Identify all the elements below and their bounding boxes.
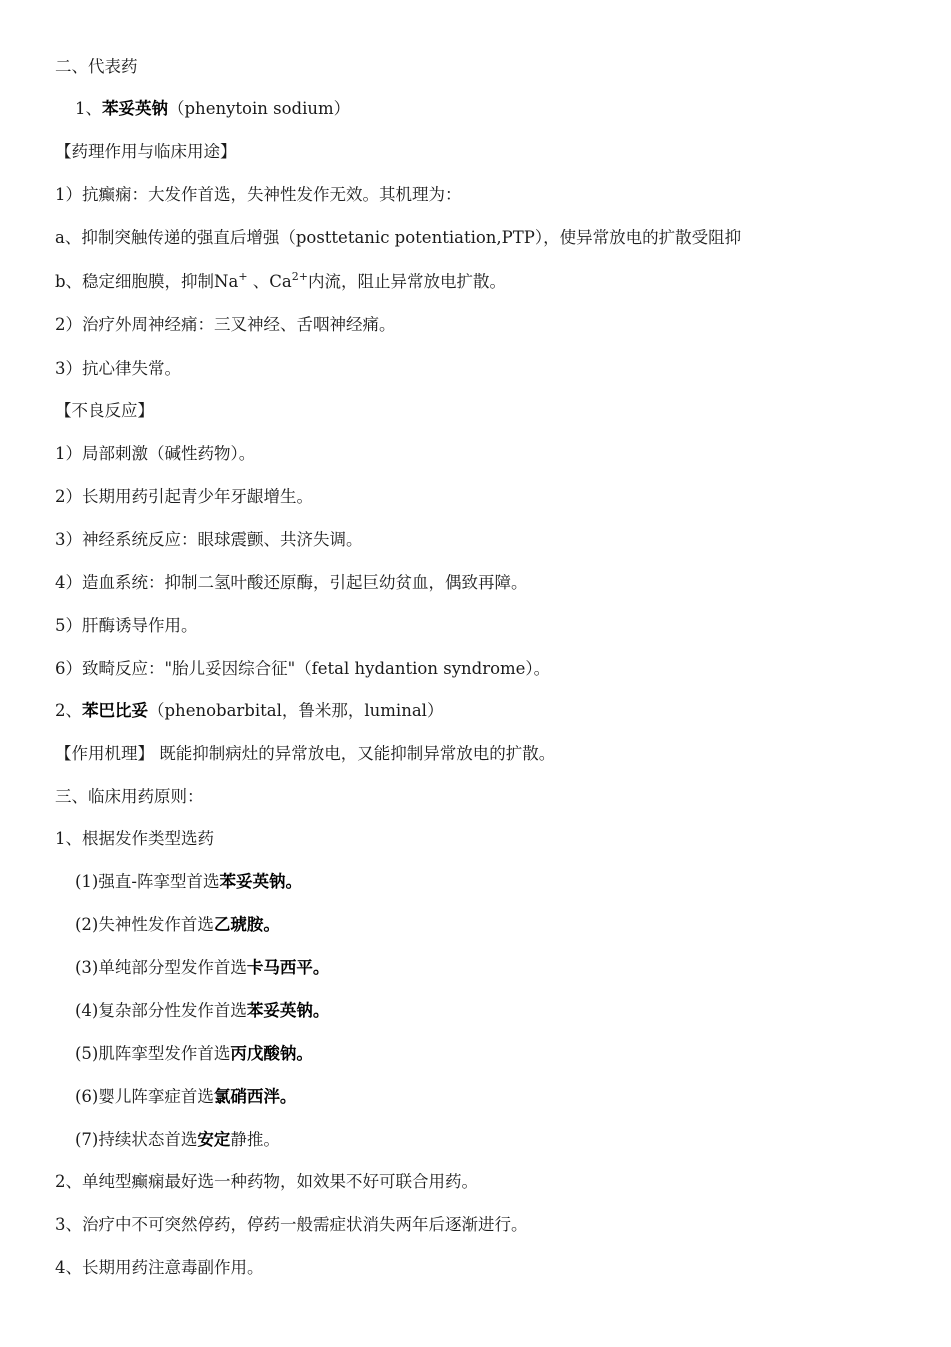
choice-drug: 苯妥英钠。 [219, 872, 302, 891]
adverse-2: 2）长期用药引起青少年牙龈增生。 [55, 487, 313, 506]
mechanism-b-text-3: 内流，阻止异常放电扩散。 [308, 272, 506, 291]
choice-item [75, 1085, 296, 1109]
mechanism-a: a、抑制突触传递的强直后增强（posttetanic potentiation,PTP），使异常放电的扩散受阻抑 [55, 228, 742, 247]
mechanism-heading: 【作用机理】 [55, 744, 154, 763]
adverse-heading: 【不良反应】 [55, 401, 154, 420]
choice-label: (3)单纯部分型发作首选 [75, 958, 247, 977]
sodium-charge: + [238, 269, 248, 283]
adverse-6: 6）致畸反应："胎儿妥因综合征"（fetal hydantion syndrome）。 [55, 659, 551, 678]
use-2: 2）治疗外周神经痛：三叉神经、舌咽神经痛。 [55, 315, 396, 334]
mechanism-b [55, 270, 506, 294]
use-3: 3）抗心律失常。 [55, 359, 181, 378]
choice-drug: 乙琥胺。 [213, 915, 280, 934]
adverse-4: 4）造血系统：抑制二氢叶酸还原酶，引起巨幼贫血，偶致再障。 [55, 573, 528, 592]
choice-item [75, 1042, 313, 1066]
drug-2-name: 苯巴比妥 [82, 701, 148, 720]
choice-label: (4)复杂部分性发作首选 [75, 1001, 247, 1020]
mechanism-b-text-1: b、稳定细胞膜，抑制Na [55, 272, 239, 291]
choice-label: (2)失神性发作首选 [75, 915, 214, 934]
adverse-3: 3）神经系统反应：眼球震颤、共济失调。 [55, 530, 363, 549]
choice-drug: 丙戊酸钠。 [230, 1044, 313, 1063]
adverse-1: 1）局部刺激（碱性药物）。 [55, 444, 256, 463]
drug-1-number: 1、 [75, 99, 102, 118]
drug-2-english: （phenobarbital，鲁米那，luminal） [148, 701, 444, 720]
choice-item [75, 913, 280, 937]
principle-3: 3、治疗中不可突然停药，停药一般需症状消失两年后逐渐进行。 [55, 1215, 528, 1234]
principle-2: 2、单纯型癫痫最好选一种药物，如效果不好可联合用药。 [55, 1172, 478, 1191]
choice-label: (7)持续状态首选 [75, 1130, 198, 1149]
pharmacology-heading: 【药理作用与临床用途】 [55, 142, 237, 161]
mechanism-text: 既能抑制病灶的异常放电，又能抑制异常放电的扩散。 [154, 744, 556, 763]
principle-1: 1、根据发作类型选药 [55, 829, 214, 848]
choice-label: (6)婴儿阵挛症首选 [75, 1087, 214, 1106]
choice-item [75, 999, 329, 1023]
section-3-title: 三、临床用药原则： [55, 787, 204, 806]
mechanism-paragraph [55, 742, 555, 766]
choice-label: (1)强直-阵挛型首选 [75, 872, 220, 891]
choice-item [75, 870, 302, 894]
choice-label: (5)肌阵挛型发作首选 [75, 1044, 231, 1063]
calcium-charge: 2+ [291, 269, 308, 283]
choice-drug: 卡马西平。 [246, 958, 330, 977]
choice-item [75, 1128, 280, 1152]
use-1: 1）抗癫痫：大发作首选，失神性发作无效。其机理为： [55, 185, 462, 204]
adverse-5: 5）肝酶诱导作用。 [55, 616, 198, 635]
drug-2-heading [55, 699, 443, 723]
choice-drug: 氯硝西泮。 [213, 1087, 297, 1106]
drug-2-number: 2、 [55, 701, 82, 720]
choice-drug: 苯妥英钠。 [246, 1001, 330, 1020]
drug-1-name: 苯妥英钠 [102, 99, 168, 118]
choice-suffix: 静推。 [230, 1130, 280, 1149]
choice-drug: 安定 [197, 1130, 231, 1149]
mechanism-b-text-2: 、Ca [247, 272, 292, 291]
drug-1-english: （phenytoin sodium） [168, 99, 351, 118]
section-2-title: 二、代表药 [55, 57, 138, 76]
drug-1-heading [75, 97, 350, 121]
principle-4: 4、长期用药注意毒副作用。 [55, 1258, 264, 1277]
choice-item [75, 956, 329, 980]
